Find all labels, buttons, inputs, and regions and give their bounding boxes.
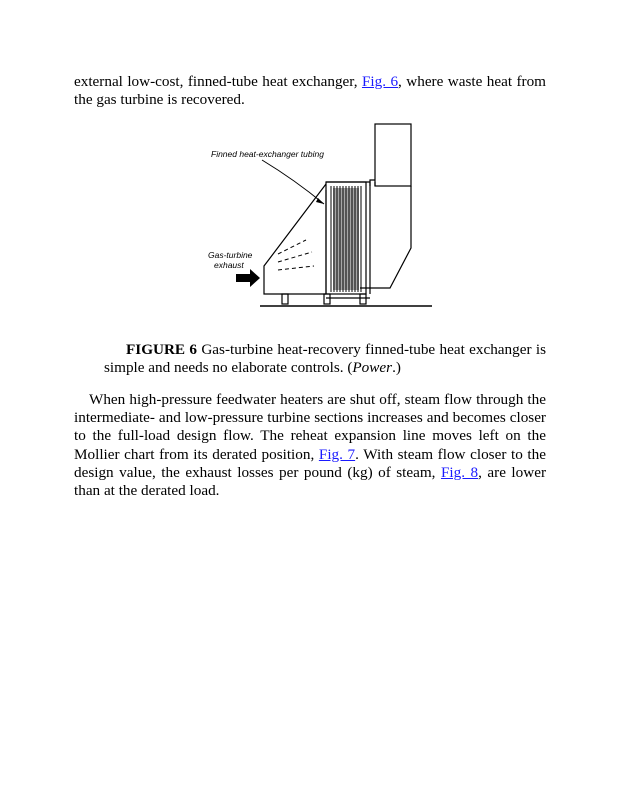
paragraph-text: , where waste heat from the gas turbine is recovered. [74,73,546,109]
tubing-label: Finned heat-exchanger tubing [211,149,324,159]
caption-source: Power [352,359,393,377]
figure-8-link[interactable]: Fig. 8 [440,463,479,481]
heat-exchanger-drawing [200,118,440,314]
caption-label: FIGURE 6 [126,341,197,358]
exhaust-stack [375,124,411,186]
paragraph-text: . With steam flow closer to the design value, the exhaust losses per pound (kg) of steam, [74,445,546,481]
paragraph-text: external low-cost, finned-tube heat exchanger, [74,73,362,90]
label-leader [262,160,324,204]
support-leg [324,294,330,304]
figure-7-link[interactable]: Fig. 7 [318,445,356,463]
figure-caption [104,341,546,377]
figure-6-diagram [200,118,440,314]
paragraph-body [74,391,546,500]
paragraph-intro [74,73,546,109]
caption-end: .) [392,359,401,377]
exhaust-arrow-icon [236,269,260,287]
outlet-duct [360,186,411,288]
figure-6-link[interactable]: Fig. 6 [361,73,399,90]
inlet-transition [264,184,326,294]
support-leg [282,294,288,304]
support-leg [360,294,366,304]
paragraph-text: , are lower than at the derated load. [74,463,546,500]
exhaust-label-line2: exhaust [214,260,244,270]
exhaust-label-line1: Gas-turbine [208,250,253,260]
paragraph-text: When high-pressure feedwater heaters are shut off, steam flow through the intermediate- and low-pressure turbine sections increases and becomes closer to the full-load design flow. The reheat expansion line moves left on the Mollier chart from its derated position, [74,391,546,463]
caption-text: Gas-turbine heat-recovery finned-tube heat exchanger is simple and needs no elaborate controls. ( [104,341,546,377]
flow-lines [278,240,314,270]
stack-flange [370,180,375,186]
